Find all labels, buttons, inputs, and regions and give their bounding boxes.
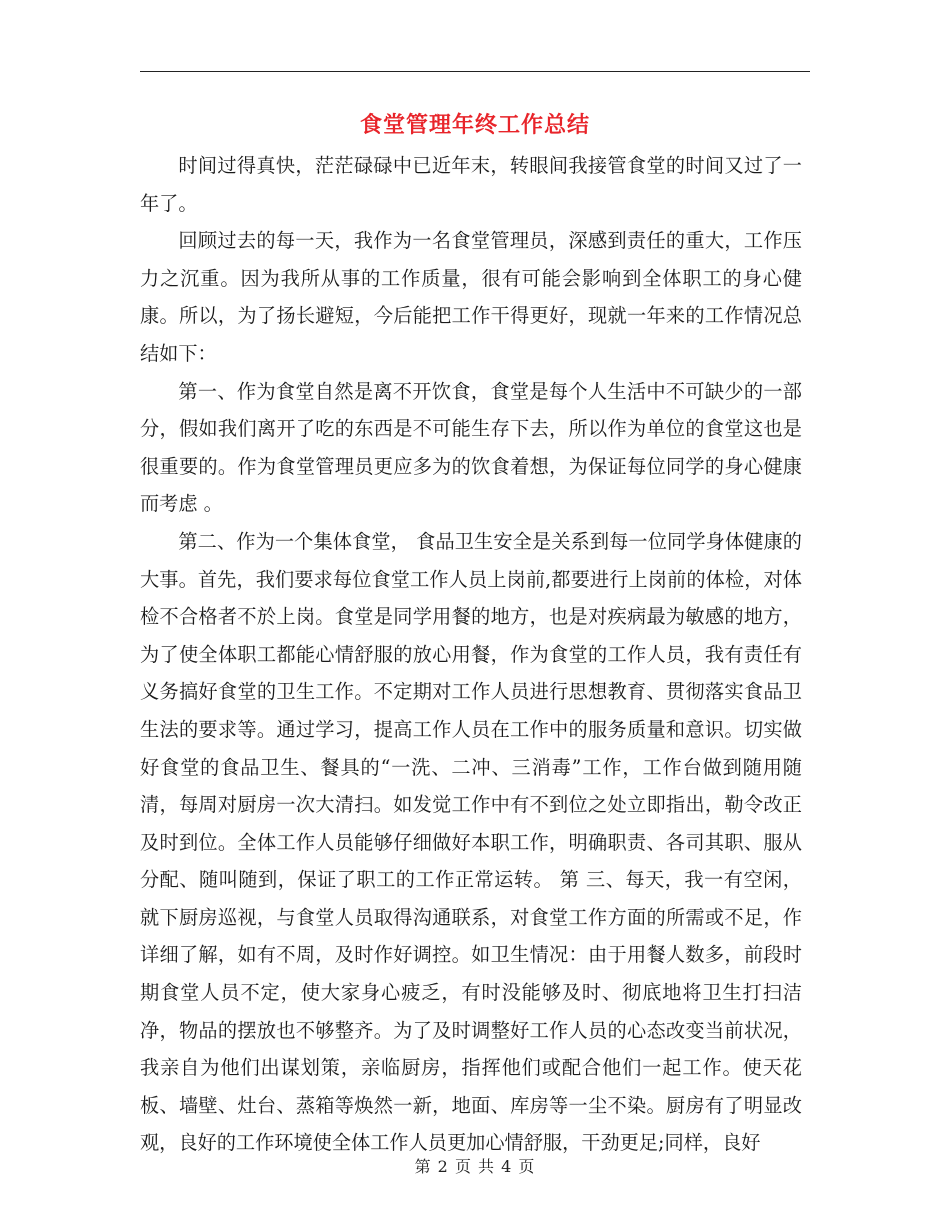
paragraph-second: 第二、作为一个集体食堂， 食品卫生安全是关系到每一位同学身体健康的大事。首先，我们要求每位食堂工作人员上岗前,都要进行上岗前的体检，对体检不合格者不於上岗。食堂是同学用餐的地方，也是对疾病最为敏感的地方，为了使全体职工都能心情舒服的放心用餐，作为食堂的工作人员，我有责任有义务搞好食堂的卫生工作。不定期对工作人员进行思想教育、贯彻落实食品卫生法的要求等。通过学习，提高工作人员在工作中的服务质量和意识。切实做好食堂的食品卫生、餐具的“一洗、二冲、三消毒”工作，工作台做到随用随清，每周对厨房一次大清扫。如发觉工作中有不到位之处立即指出，勒令改正及时到位。全体工作人员能够仔细做好本职工作，明确职责、各司其职、服从分配、随叫随到，保证了职工的工作正常运转。 第 三、每天，我一有空闲，就下厨房巡视，与食堂人员取得沟通联系，对食堂工作方面的所需或不足，作详细了解，如有不周，及时作好调控。如卫生情况：由于用餐人数多，前段时期食堂人员不定，使大家身心疲乏，有时没能够及时、彻底地将卫生打扫洁净，物品的摆放也不够整齐。为了及时调整好工作人员的心态改变当前状况，我亲自为他们出谋划策，亲临厨房，指挥他们或配合他们一起工作。使天花板、墙壁、灶台、蒸箱等焕然一新，地面、库房等一尘不染。厨房有了明显改观，良好的工作环境使全体工作人员更加心情舒服，干劲更足;同样，良好 — [140, 529, 802, 1155]
paragraph-intro: 时间过得真快，茫茫碌碌中已近年末，转眼间我接管食堂的时间又过了一年了。 — [140, 154, 802, 215]
paragraph-first: 第一、作为食堂自然是离不开饮食，食堂是每个人生活中不可缺少的一部分，假如我们离开了吃的东西是不可能生存下去，所以作为单位的食堂这也是很重要的。作为食堂管理员更应多为的饮食着想，为保证每位同学的身心健康而考虑 。 — [140, 379, 802, 516]
document-body — [140, 147, 802, 1162]
header-rule — [140, 71, 810, 72]
document-title: 食堂管理年终工作总结 — [359, 112, 590, 138]
paragraph-review: 回顾过去的每一天，我作为一名食堂管理员，深感到责任的重大，工作压力之沉重。因为我所从事的工作质量，很有可能会影响到全体职工的身心健康。所以，为了扬长避短，今后能把工作干得更好，现就一年来的工作情况总结如下： — [140, 229, 802, 365]
page-number: 第 2 页 共 4 页 — [414, 1157, 536, 1176]
